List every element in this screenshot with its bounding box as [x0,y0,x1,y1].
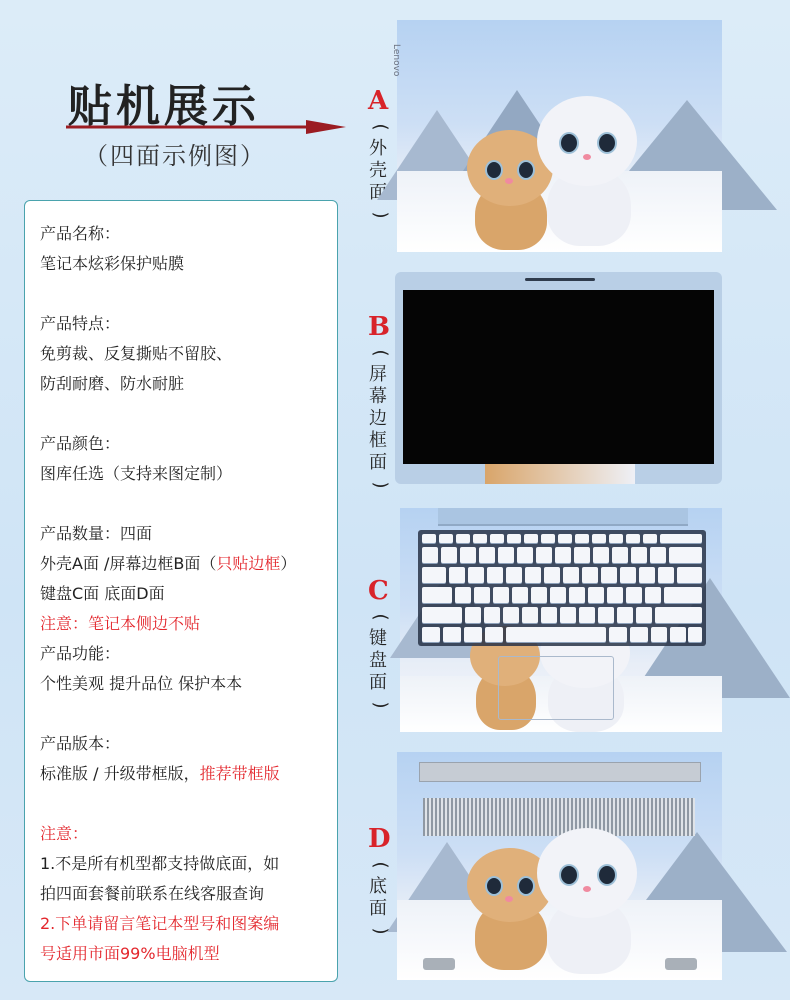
key [422,534,436,543]
info-line: 拍四面套餐前联系在线客服查询 [40,884,265,903]
info-line: 个性美观 提升品位 保护本本 [40,674,243,693]
key [593,547,609,563]
panel-d-label: ( 底面 ) [369,861,391,935]
key [422,587,452,603]
info-line: 防刮耐磨、防水耐脏 [40,374,185,393]
key [541,534,555,543]
info-line: 号适用市面99%电脑机型 [40,944,220,963]
key [658,567,674,583]
key [601,567,617,583]
page-title: 贴机展示 [68,81,260,132]
key [474,587,490,603]
key [498,547,514,563]
key [655,607,702,623]
key [493,587,509,603]
key [422,567,446,583]
key [669,547,702,563]
key [490,534,504,543]
keyboard [418,530,706,646]
key [422,627,440,642]
info-line: 2.下单请留言笔记本型号和图案编 [40,914,280,933]
info-line [40,279,296,309]
key [626,534,640,543]
key [512,587,528,603]
key [670,627,686,642]
product-info-text [40,219,296,969]
key [503,607,519,623]
key [522,607,538,623]
key [460,547,476,563]
key [443,627,461,642]
key [609,534,623,543]
key [422,607,462,623]
key [541,607,557,623]
key [626,587,642,603]
key [588,587,604,603]
key [688,627,702,642]
key [517,547,533,563]
key [484,607,500,623]
key [555,547,571,563]
camera-icon [525,278,595,281]
panel-b-label: ( 屏幕边框面 ) [369,349,391,489]
info-line: 产品颜色： [40,434,121,453]
key [506,567,522,583]
key [582,567,598,583]
key [525,567,541,583]
key [569,587,585,603]
key [485,627,503,642]
panel-a-lid-image [391,20,722,252]
page-subtitle: （四面示例图） [84,142,266,170]
key [560,607,576,623]
key [630,627,648,642]
hinge-bar [419,762,701,782]
key [609,627,627,642]
key [650,547,666,563]
key [579,607,595,623]
key [607,587,623,603]
panel-b-bezel-image [395,272,722,484]
key [536,547,552,563]
key [439,534,453,543]
key [636,607,652,623]
panel-c-letter: C [368,576,389,606]
key [620,567,636,583]
panel-d-letter: D [368,824,391,854]
panel-c-label: ( 键盘面 ) [369,613,391,709]
info-line [40,399,296,429]
key [479,547,495,563]
info-line: 注意：笔记本侧边不贴 [40,614,201,633]
key [507,534,521,543]
key [468,567,484,583]
info-line: 1.不是所有机型都支持做底面，如 [40,854,280,873]
key [487,567,503,583]
key [574,547,590,563]
hinge-strip [438,508,688,526]
info-line [40,789,296,819]
info-line: 标准版 / 升级带框版，推荐带框版 [40,764,280,783]
info-line [40,699,296,729]
panel-a-label: ( 外壳面 ) [369,123,391,219]
vent-grille [423,798,695,836]
key [550,587,566,603]
key [664,587,702,603]
panel-b-letter: B [368,312,390,342]
key [612,547,628,563]
key [531,587,547,603]
info-line: 笔记本炫彩保护贴膜 [40,254,185,273]
key [645,587,661,603]
screen-area [403,290,714,464]
key [563,567,579,583]
rubber-foot [665,958,697,970]
key [473,534,487,543]
arrow-icon [66,120,346,134]
key [631,547,647,563]
key [643,534,657,543]
key [660,534,702,543]
kitten-paws-strip [485,464,635,484]
panel-d-bottom-image [397,752,722,980]
key [575,534,589,543]
key [506,627,606,642]
key [639,567,655,583]
info-line: 注意： [40,824,89,843]
touchpad [498,656,614,720]
key [422,547,438,563]
info-line: 图库任选（支持来图定制） [40,464,233,483]
info-line: 免剪裁、反复撕贴不留胶、 [40,344,233,363]
key [465,607,481,623]
key [544,567,560,583]
key [455,587,471,603]
key [464,627,482,642]
key [592,534,606,543]
info-line [40,489,296,519]
panel-a-letter: A [368,86,389,116]
key [558,534,572,543]
key [617,607,633,623]
rubber-foot [423,958,455,970]
info-line: 产品数量：四面 [40,524,153,543]
key [524,534,538,543]
brand-logo: Lenovo [391,44,401,77]
panel-c-keyboard-image [400,508,722,732]
info-line: 产品名称： [40,224,121,243]
key [456,534,470,543]
info-line: 产品功能： [40,644,121,663]
info-line: 外壳A面 /屏幕边框B面（只贴边框） [40,554,297,573]
info-line: 键盘C面 底面D面 [40,584,165,603]
key [651,627,667,642]
info-line: 产品版本： [40,734,121,753]
info-line: 产品特点： [40,314,121,333]
key [449,567,465,583]
key [598,607,614,623]
key [441,547,457,563]
key [677,567,702,583]
